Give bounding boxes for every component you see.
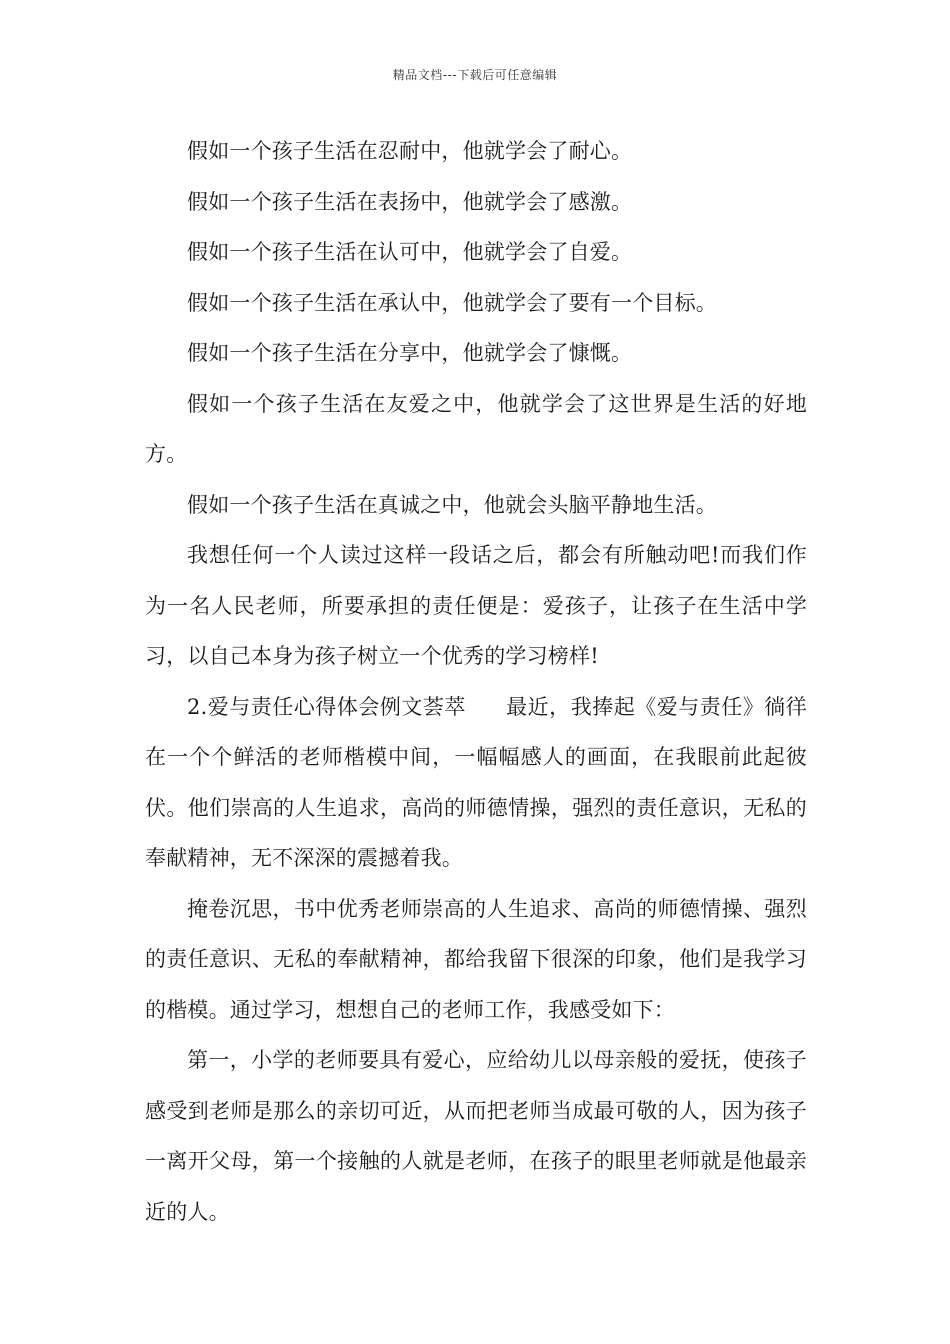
paragraph-first-point: 第一，小学的老师要具有爱心，应给幼儿以母亲般的爱抚，使孩子感受到老师是那么的亲切可近，从而把老师当成最可敬的人，因为孩子一离开父母，第一个接触的人就是老师，在孩子的眼里老师就是他最亲近的人。 xyxy=(145,1048,807,1224)
paragraph-self-love: 假如一个孩子生活在认可中，他就学会了自爱。 xyxy=(187,240,633,264)
paragraph-goal: 假如一个孩子生活在承认中，他就学会了要有一个目标。 xyxy=(187,290,717,315)
paragraph-patience: 假如一个孩子生活在忍耐中，他就学会了耐心。 xyxy=(187,139,633,163)
page-header: 精品文档---下载后可任意编辑 xyxy=(392,68,558,82)
document-body xyxy=(145,126,807,1237)
paragraph-section-2 xyxy=(145,682,807,884)
paragraph-sincerity: 假如一个孩子生活在真诚之中，他就会头脑平静地生活。 xyxy=(187,492,717,517)
paragraph-friendship: 假如一个孩子生活在友爱之中，他就学会了这世界是生活的好地方。 xyxy=(145,391,807,466)
section-2-heading: 2.爱与责任心得体会例文荟萃 xyxy=(187,694,466,719)
section-2-text: 最近，我捧起《爱与责任》徜徉在一个个鲜活的老师楷模中间，一幅幅感人的画面，在我眼前此起彼伏。他们崇高的人生追求，高尚的师德情操，强烈的责任意识，无私的奉献精神，无不深深的震撼着我。 xyxy=(145,694,807,870)
paragraph-gratitude: 假如一个孩子生活在表扬中，他就学会了感激。 xyxy=(187,189,633,214)
paragraph-generosity: 假如一个孩子生活在分享中，他就学会了慷慨。 xyxy=(187,341,633,365)
paragraph-reflection: 掩卷沉思，书中优秀老师崇高的人生追求、高尚的师德情操、强烈的责任意识、无私的奉献精神，都给我留下很深的印象，他们是我学习的楷模。通过学习，想想自己的老师工作，我感受如下： xyxy=(145,896,807,1022)
paragraph-teacher-responsibility: 我想任何一个人读过这样一段话之后，都会有所触动吧!而我们作为一名人民老师，所要承担的责任便是：爱孩子，让孩子在生活中学习，以自己本身为孩子树立一个优秀的学习榜样! xyxy=(145,543,807,668)
